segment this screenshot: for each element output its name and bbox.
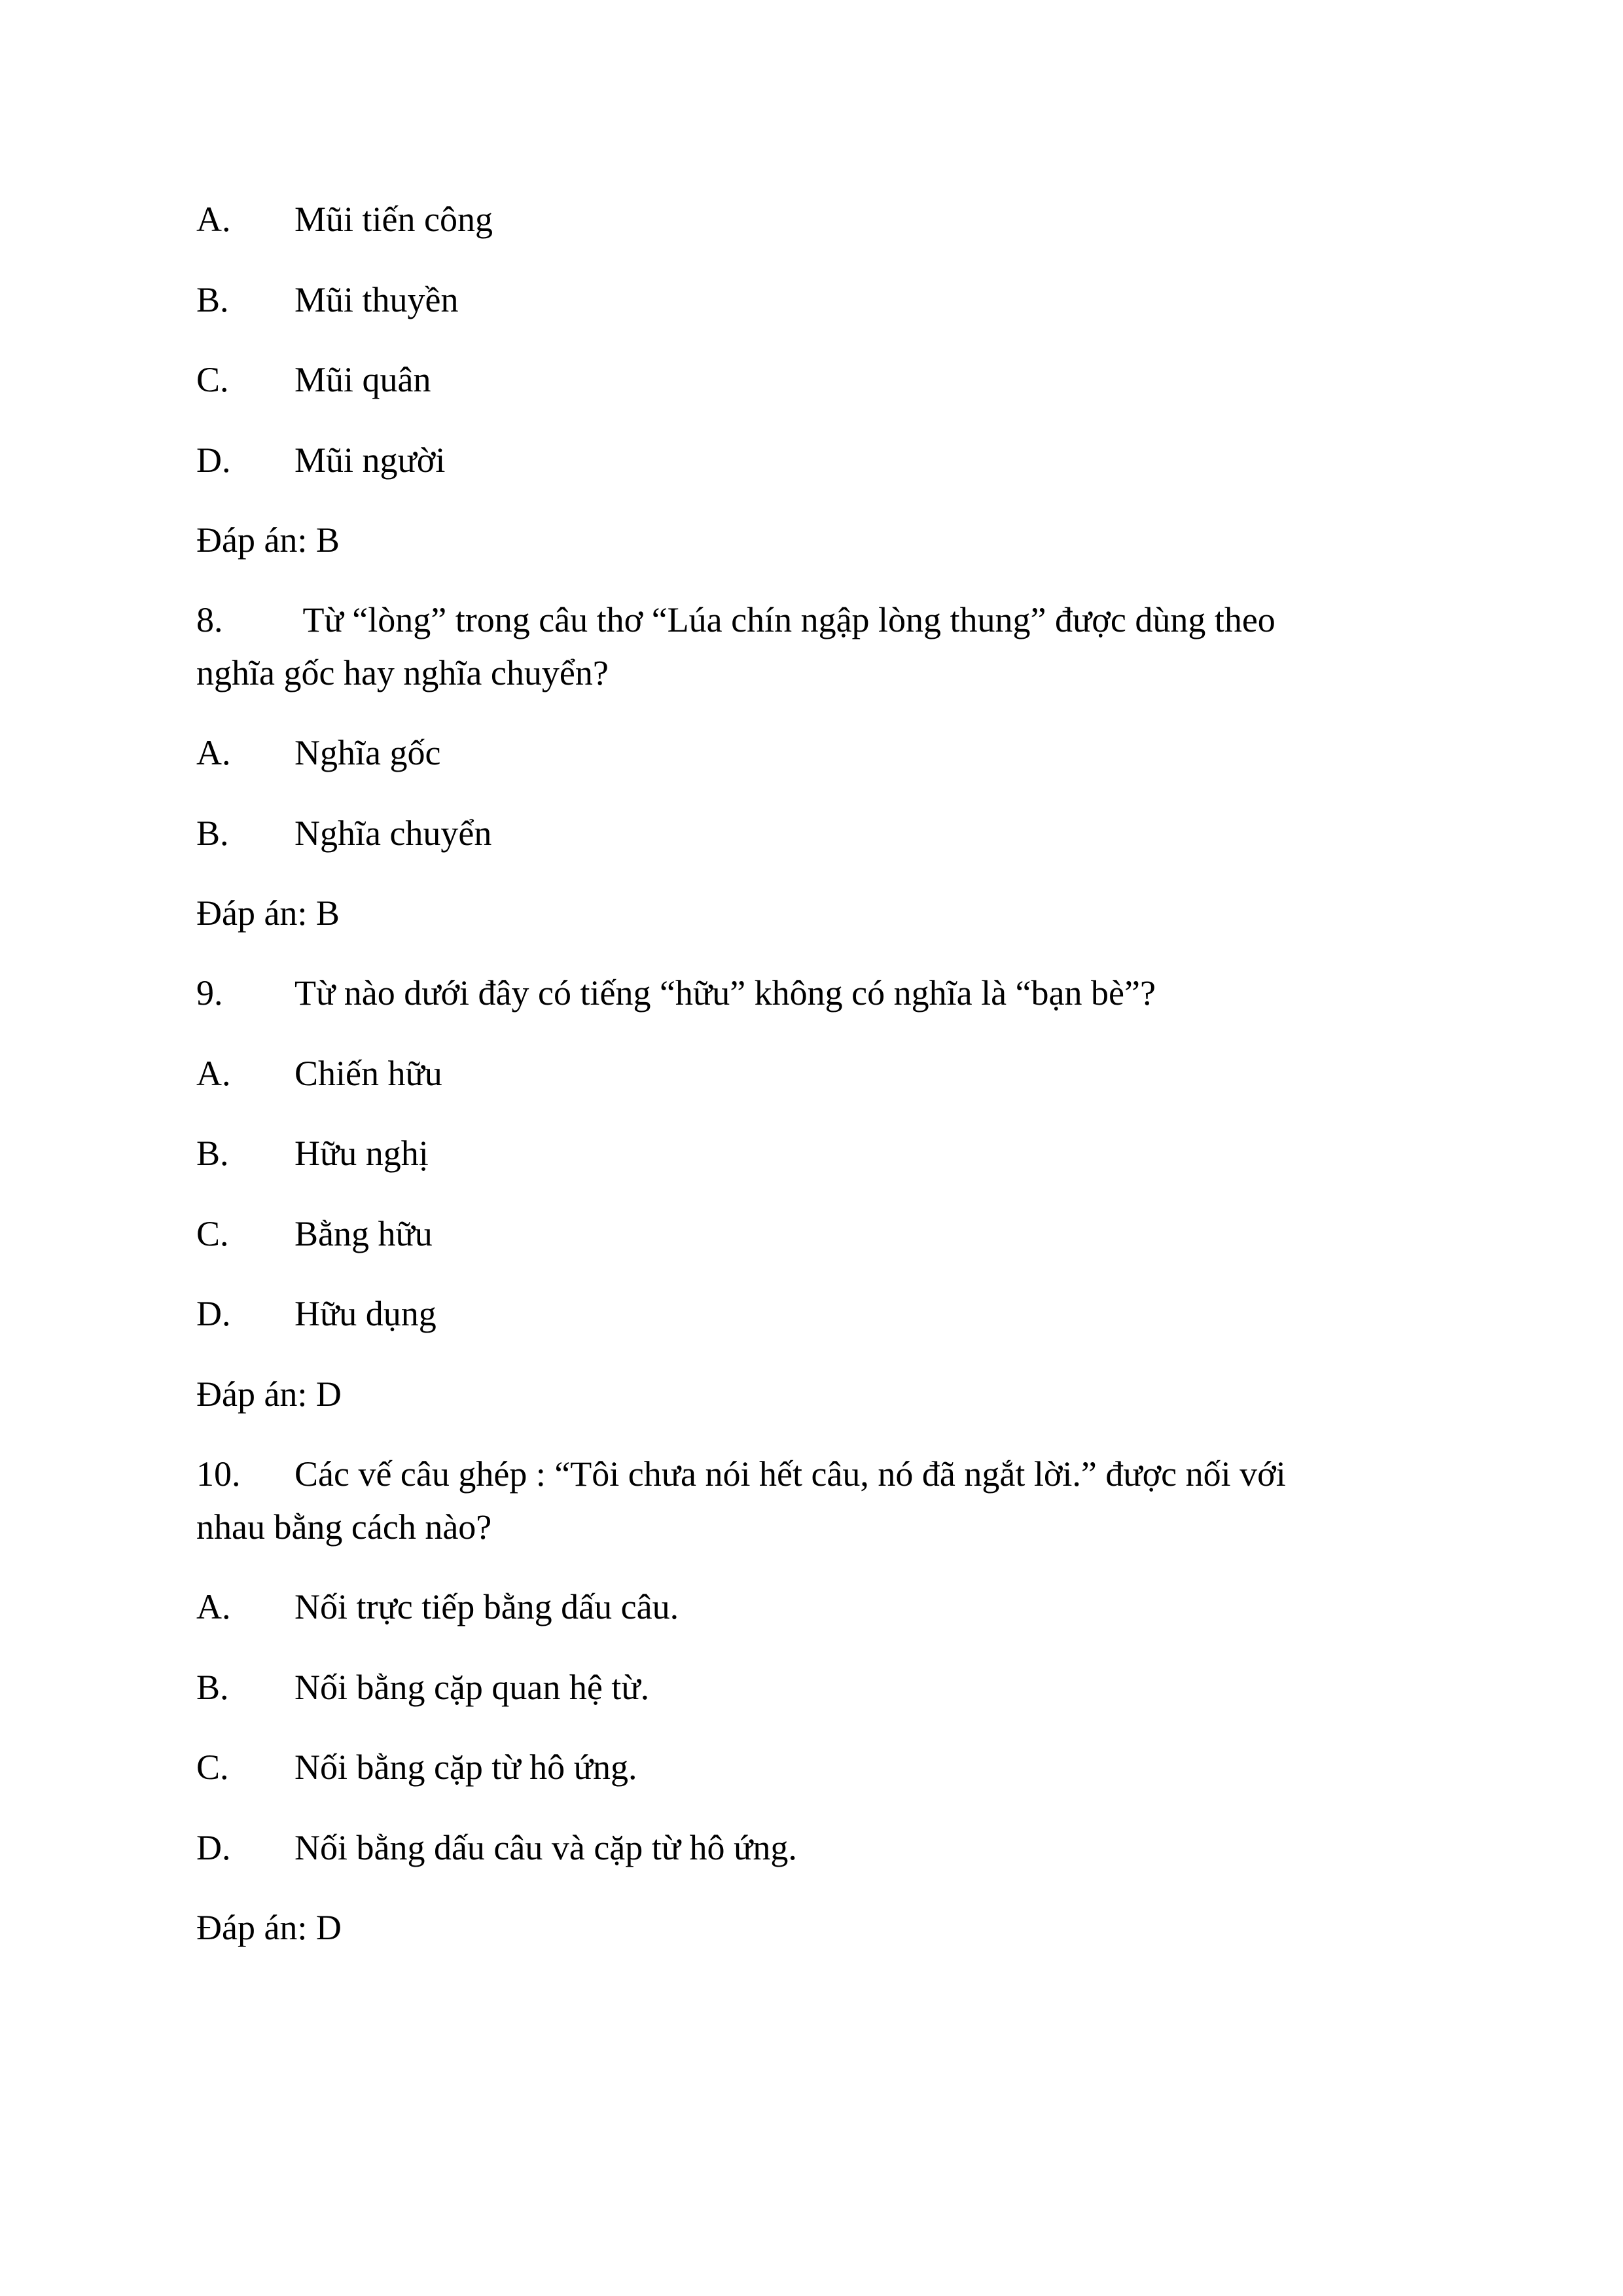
q10-option-c	[196, 1741, 637, 1793]
q8-question	[196, 594, 1275, 646]
question-text: Từ “lòng” trong câu thơ “Lúa chín ngập lòng thung” được dùng theo	[294, 600, 1275, 639]
option-text: Mũi quân	[294, 360, 431, 399]
option-label: B.	[196, 1668, 229, 1707]
option-label: B.	[196, 1134, 229, 1173]
option-text: Chiến hữu	[294, 1054, 442, 1093]
option-text: Mũi tiến công	[294, 200, 493, 239]
q9-option-c	[196, 1208, 433, 1260]
q8-option-a	[196, 726, 440, 779]
q8-question-continued: nghĩa gốc hay nghĩa chuyển?	[196, 653, 609, 692]
q10-question	[196, 1448, 1286, 1500]
q7-option-d	[196, 434, 445, 486]
option-label: C.	[196, 1214, 229, 1253]
q8-option-b	[196, 807, 491, 859]
q7-option-c	[196, 353, 431, 406]
q10-option-a	[196, 1581, 679, 1633]
option-text: Bằng hữu	[294, 1214, 433, 1253]
option-label: C.	[196, 360, 229, 399]
q9-option-a	[196, 1047, 442, 1100]
q7-option-b	[196, 274, 459, 326]
option-text: Nối bằng cặp quan hệ từ.	[294, 1668, 650, 1707]
q7-answer: Đáp án: B	[196, 520, 340, 560]
option-text: Nối trực tiếp bằng dấu câu.	[294, 1587, 679, 1626]
option-text: Mũi người	[294, 440, 446, 480]
q9-answer: Đáp án: D	[196, 1374, 342, 1414]
option-label: B.	[196, 280, 229, 319]
option-text: Nối bằng cặp từ hô ứng.	[294, 1748, 637, 1787]
option-text: Nghĩa gốc	[294, 733, 441, 772]
q10-question-continued: nhau bằng cách nào?	[196, 1507, 492, 1547]
option-label: A.	[196, 1054, 231, 1093]
question-number: 10.	[196, 1454, 241, 1494]
option-label: A.	[196, 200, 231, 239]
option-label: A.	[196, 1587, 231, 1626]
option-text: Mũi thuyền	[294, 280, 459, 319]
question-number: 9.	[196, 973, 223, 1013]
q9-option-b	[196, 1127, 429, 1179]
option-label: D.	[196, 1828, 231, 1867]
q9-option-d	[196, 1287, 437, 1340]
option-text: Hữu nghị	[294, 1134, 429, 1173]
q10-option-b	[196, 1661, 649, 1713]
q10-answer: Đáp án: D	[196, 1908, 342, 1947]
question-text: Từ nào dưới đây có tiếng “hữu” không có nghĩa là “bạn bè”?	[294, 973, 1156, 1013]
option-label: D.	[196, 440, 231, 480]
option-label: D.	[196, 1294, 231, 1333]
option-label: B.	[196, 814, 229, 853]
q7-option-a	[196, 193, 493, 245]
q9-question	[196, 967, 1156, 1019]
option-text: Nghĩa chuyển	[294, 814, 492, 853]
option-label: C.	[196, 1748, 229, 1787]
option-text: Nối bằng dấu câu và cặp từ hô ứng.	[294, 1828, 797, 1867]
question-number: 8.	[196, 600, 223, 639]
q8-answer: Đáp án: B	[196, 893, 340, 933]
question-text: Các vế câu ghép : “Tôi chưa nói hết câu, nó đã ngắt lời.” được nối với	[294, 1454, 1286, 1494]
option-label: A.	[196, 733, 231, 772]
option-text: Hữu dụng	[294, 1294, 437, 1333]
q10-option-d	[196, 1821, 797, 1874]
